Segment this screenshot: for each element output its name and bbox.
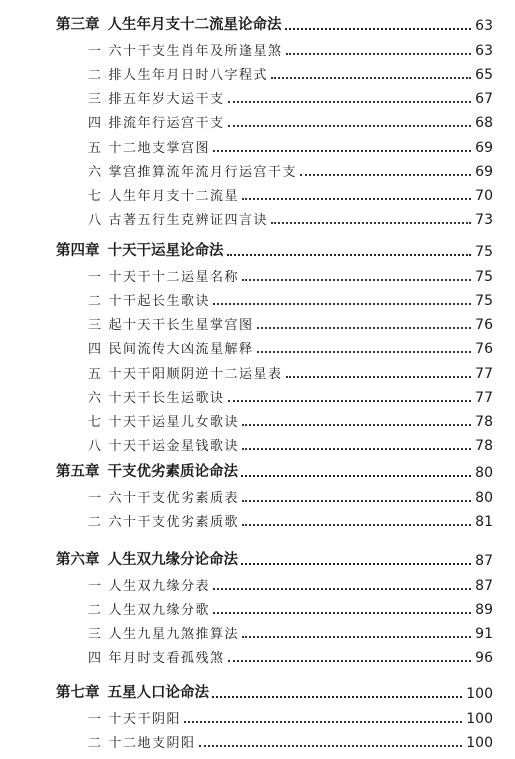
chapter-heading[interactable] [56,10,493,34]
entry-page-number: 77 [475,365,493,382]
toc-entry[interactable] [88,35,493,59]
toc-entry[interactable] [88,482,493,506]
entry-page-number: 68 [475,115,493,132]
entry-title: 十天干十二运星名称 [108,269,240,285]
dot-leader [199,744,463,747]
dot-leader [213,587,471,590]
toc-entry[interactable] [88,594,493,618]
entry-index: 一 [88,43,103,59]
dot-leader [228,124,472,127]
entry-page-number: 65 [475,66,493,83]
toc-entry[interactable] [88,59,493,83]
entry-title: 排五年岁大运干支 [108,92,225,108]
chapter-heading[interactable] [56,678,493,702]
chapter-title: 五星人口论命法 [107,685,209,701]
entry-title: 六十干支生肖年及所逢星煞 [108,43,283,59]
entry-page-number: 87 [475,577,493,594]
dot-leader [286,52,472,55]
chapter-heading[interactable] [56,236,493,260]
toc-entry[interactable] [88,132,493,156]
entry-title: 排流年行运宫干支 [108,116,225,132]
entry-page-number: 69 [475,139,493,156]
dot-leader [241,474,471,477]
dot-leader [242,499,471,502]
entry-title: 古著五行生克辨证四言诀 [108,213,269,229]
entry-title: 十二地支阴阳 [108,735,196,751]
entry-title: 十二地支掌宫图 [108,140,211,156]
entry-index: 八 [88,439,103,455]
toc-entry[interactable] [88,703,493,727]
entry-page-number: 78 [475,438,493,455]
entry-title: 排人生年月日时八字程式 [108,67,269,83]
entry-page-number: 69 [475,163,493,180]
entry-page-number: 75 [475,292,493,309]
dot-leader [227,253,472,256]
entry-index: 七 [88,414,103,430]
entry-index: 二 [88,293,103,309]
dot-leader [213,611,471,614]
toc-entry[interactable] [88,285,493,309]
dot-leader [242,447,471,450]
entry-index: 三 [88,627,103,643]
toc-entry[interactable] [88,107,493,131]
dot-leader [242,635,471,638]
dot-leader [271,76,471,79]
dot-leader [213,302,471,305]
entry-page-number: 75 [475,268,493,285]
chapter-page-number: 100 [466,686,493,702]
entry-index: 一 [88,269,103,285]
chapter-label: 第五章 [56,464,100,480]
dot-leader [228,100,472,103]
entry-index: 四 [88,116,103,132]
entry-title: 民间流传大凶流星解释 [108,342,254,358]
entry-page-number: 70 [475,187,493,204]
dot-leader [212,695,462,698]
chapter-page-number: 87 [475,553,493,569]
entry-title: 年月时支看孤残煞 [108,651,225,667]
entry-title: 人生年月支十二流星 [108,188,240,204]
entry-index: 五 [88,366,103,382]
dot-leader [257,326,472,329]
toc-entry[interactable] [88,727,493,751]
chapter-title: 十天干运星论命法 [107,243,224,259]
dot-leader [286,375,472,378]
entry-page-number: 73 [475,212,493,229]
entry-index: 二 [88,735,103,751]
chapter-label: 第四章 [56,243,100,259]
entry-index: 三 [88,92,103,108]
chapter-label: 第七章 [56,685,100,701]
toc-entry[interactable] [88,333,493,357]
entry-page-number: 67 [475,91,493,108]
toc-entry[interactable] [88,406,493,430]
chapter-page-number: 80 [475,465,493,481]
toc-entry[interactable] [88,642,493,666]
dot-leader [242,278,471,281]
entry-title: 十天干阴阳 [108,711,182,727]
entry-index: 五 [88,140,103,156]
chapter-page-number: 63 [475,18,493,34]
entry-index: 四 [88,342,103,358]
toc-entry[interactable] [88,618,493,642]
dot-leader [241,562,471,565]
toc-entry[interactable] [88,261,493,285]
dot-leader [184,720,462,723]
chapter-title: 人生双九缘分论命法 [107,552,238,568]
entry-page-number: 80 [475,489,493,506]
dot-leader [271,221,471,224]
entry-index: 三 [88,318,103,334]
entry-index: 六 [88,164,103,180]
entry-page-number: 77 [475,389,493,406]
entry-index: 七 [88,188,103,204]
toc-entry[interactable] [88,309,493,333]
entry-page-number: 63 [475,42,493,59]
dot-leader [285,27,472,30]
entry-title: 十天干运金星钱歌诀 [108,439,240,455]
entry-index: 二 [88,67,103,83]
chapter-title: 人生年月支十二流星论命法 [107,17,282,33]
dot-leader [242,423,471,426]
entry-title: 人生双九缘分表 [108,578,211,594]
toc-entry[interactable] [88,358,493,382]
dot-leader [242,523,471,526]
entry-index: 一 [88,578,103,594]
entry-page-number: 96 [475,650,493,667]
entry-title: 十干起长生歌诀 [108,293,211,309]
entry-page-number: 100 [466,710,493,727]
chapter-title: 干支优劣素质论命法 [107,464,238,480]
toc-entry[interactable] [88,83,493,107]
entry-page-number: 78 [475,413,493,430]
dot-leader [228,659,472,662]
chapter-heading[interactable] [56,457,493,481]
toc-entry[interactable] [88,204,493,228]
entry-title: 六十干支优劣素质歌 [108,514,240,530]
entry-title: 十天干长生运歌诀 [108,390,225,406]
chapter-label: 第三章 [56,17,100,33]
toc-entry[interactable] [88,156,493,180]
chapter-heading[interactable] [56,545,493,569]
dot-leader [213,149,471,152]
entry-title: 六十干支优劣素质表 [108,490,240,506]
entry-index: 四 [88,651,103,667]
dot-leader [257,350,472,353]
toc-entry[interactable] [88,430,493,454]
dot-leader [228,399,472,402]
toc-entry[interactable] [88,382,493,406]
entry-index: 二 [88,514,103,530]
entry-page-number: 100 [466,734,493,751]
entry-page-number: 91 [475,626,493,643]
dot-leader [242,197,471,200]
entry-title: 十天干运星儿女歌诀 [108,414,240,430]
toc-entry[interactable] [88,570,493,594]
entry-page-number: 81 [475,513,493,530]
entry-page-number: 76 [475,341,493,358]
entry-title: 人生九星九煞推算法 [108,627,240,643]
entry-index: 一 [88,490,103,506]
toc-entry[interactable] [88,180,493,204]
entry-title: 起十天干长生星掌宫图 [108,318,254,334]
chapter-label: 第六章 [56,552,100,568]
chapter-page-number: 75 [475,244,493,260]
entry-title: 人生双九缘分歌 [108,602,211,618]
entry-index: 六 [88,390,103,406]
entry-page-number: 76 [475,317,493,334]
entry-page-number: 89 [475,601,493,618]
entry-index: 八 [88,213,103,229]
entry-title: 掌宫推算流年流月行运宫干支 [108,164,298,180]
toc-entry[interactable] [88,506,493,530]
entry-index: 二 [88,602,103,618]
entry-index: 一 [88,711,103,727]
entry-title: 十天干阳顺阴逆十二运星表 [108,366,283,382]
dot-leader [300,173,471,176]
